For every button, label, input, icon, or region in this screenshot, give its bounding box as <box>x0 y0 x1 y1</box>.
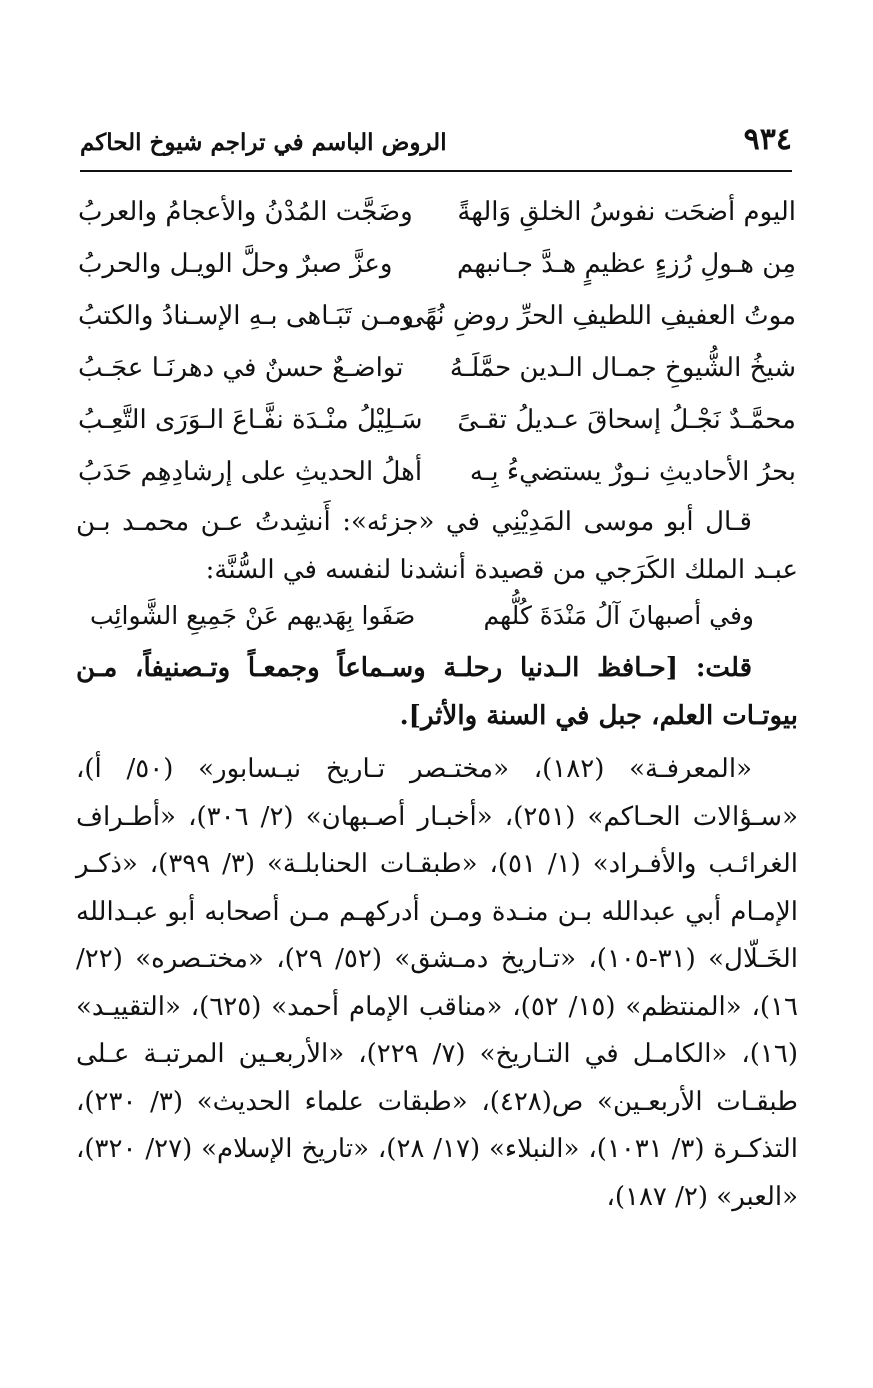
poem-verse <box>78 238 796 290</box>
second-hemistich: أهلُ الحديثِ على إرشادِهِم حَدَبُ <box>78 457 423 487</box>
second-hemistich: تواضـعٌ حسنٌ في دهرنَـا عجَـبُ <box>78 353 404 383</box>
second-hemistich: وعزَّ صبرٌ وحلَّ الويـل والحربُ <box>78 249 393 279</box>
page-number: ٩٣٤ <box>743 122 792 157</box>
poem-verse <box>78 394 796 446</box>
first-hemistich: محمَّـدٌ نَجْـلُ إسحاقَ عـديلُ تقـىً <box>457 405 796 435</box>
poem <box>78 186 796 498</box>
quoted-second-hemistich: صَفَوا بِهَديهم عَنْ جَمِيعِ الشَّوائِب <box>90 601 416 630</box>
first-hemistich: شيخُ الشُّيوخِ جمـال الـدين حمَّلَـهُ <box>449 353 796 383</box>
first-hemistich: مِن هـولِ رُزءٍ عظيمٍ هـدَّ جـانبهم <box>457 249 796 279</box>
second-hemistich: سَـلِيْلُ منْـدَة نفَّـاعَ الـوَرَى التَّعِـبُ <box>78 405 423 435</box>
running-title: الروض الباسم في تراجم شيوخ الحاكم <box>80 129 447 156</box>
second-hemistich: وضَجَّت المُدْنُ والأعجامُ والعربُ <box>78 197 413 227</box>
poem-verse <box>78 446 796 498</box>
header-rule <box>80 170 792 172</box>
quoted-first-hemistich: وفي أصبهانَ آلُ مَنْدَةَ كُلُّهم <box>483 601 754 630</box>
poem-verse <box>78 290 796 342</box>
first-hemistich: بحرُ الأحاديثِ نـورٌ يستضيءُ بِـه <box>469 457 796 487</box>
second-hemistich: ومـن تَبَـاهى بـهِ الإسـنادُ والكتبُ <box>78 301 414 331</box>
intro-paragraph: قـال أبو موسى المَدِيْنِي في «جزئه»: أَنشِدتُ عـن محمـد بـن عبـد الملك الكَرَجي من قصيدة أنشدنا لنفسه في السُّنَّة: <box>76 507 798 585</box>
poem-verse <box>78 186 796 238</box>
body-text <box>76 498 798 1221</box>
first-hemistich: موتُ العفيفِ اللطيفِ الحرِّ روضِ نُهًى <box>403 301 796 331</box>
first-hemistich: اليوم أضحَت نفوسُ الخلقِ وَالهةً <box>457 197 796 227</box>
page-header <box>80 120 792 172</box>
quoted-verse <box>76 594 798 638</box>
remark-paragraph: قلت: [حـافظ الـدنيا رحلـة وسـماعاً وجمعـاً وتـصنيفاً، مـن بيوتـات العلم، جبل في السنة والأثر]. <box>76 653 798 731</box>
poem-verse <box>78 342 796 394</box>
sources-paragraph: «المعرفـة» (١٨٢)، «مختـصر تـاريخ نيـسابور» (٥٠/ أ)، «سـؤالات الحـاكم» (٢٥١)، «أخبـار أصـبهان» (٢/ ٣٠٦)، «أطـراف الغرائـب والأفـراد» (١/ ٥١)، «طبقـات الحنابلـة» (٣/ ٣٩٩)، «ذكـر الإمـام أبي عبدالله بـن منـدة ومـن أدركهـم مـن أصحابه أبو عبـدالله الخَـلّال» (٣١-١٠٥)، «تـاريخ دمـشق» (٥٢/ ٢٩)، «مختـصره» (٢٢/ ١٦)، «المنتظم» (١٥/ ٥٢)، «مناقب الإمام أحمد» (٦٢٥)، «التقييـد» (١٦)، «الكامـل في التـاريخ» (٧/ ٢٢٩)، «الأربعـين المرتبـة عـلى طبقـات الأربعـين» ص(٤٢٨)، «طبقات علماء الحديث» (٣/ ٢٣٠)، التذكـرة (٣/ ١٠٣١)، «النبلاء» (١٧/ ٢٨)، «تاريخ الإسلام» (٢٧/ ٣٢٠)، «العبر» (٢/ ١٨٧)، <box>76 754 799 1212</box>
